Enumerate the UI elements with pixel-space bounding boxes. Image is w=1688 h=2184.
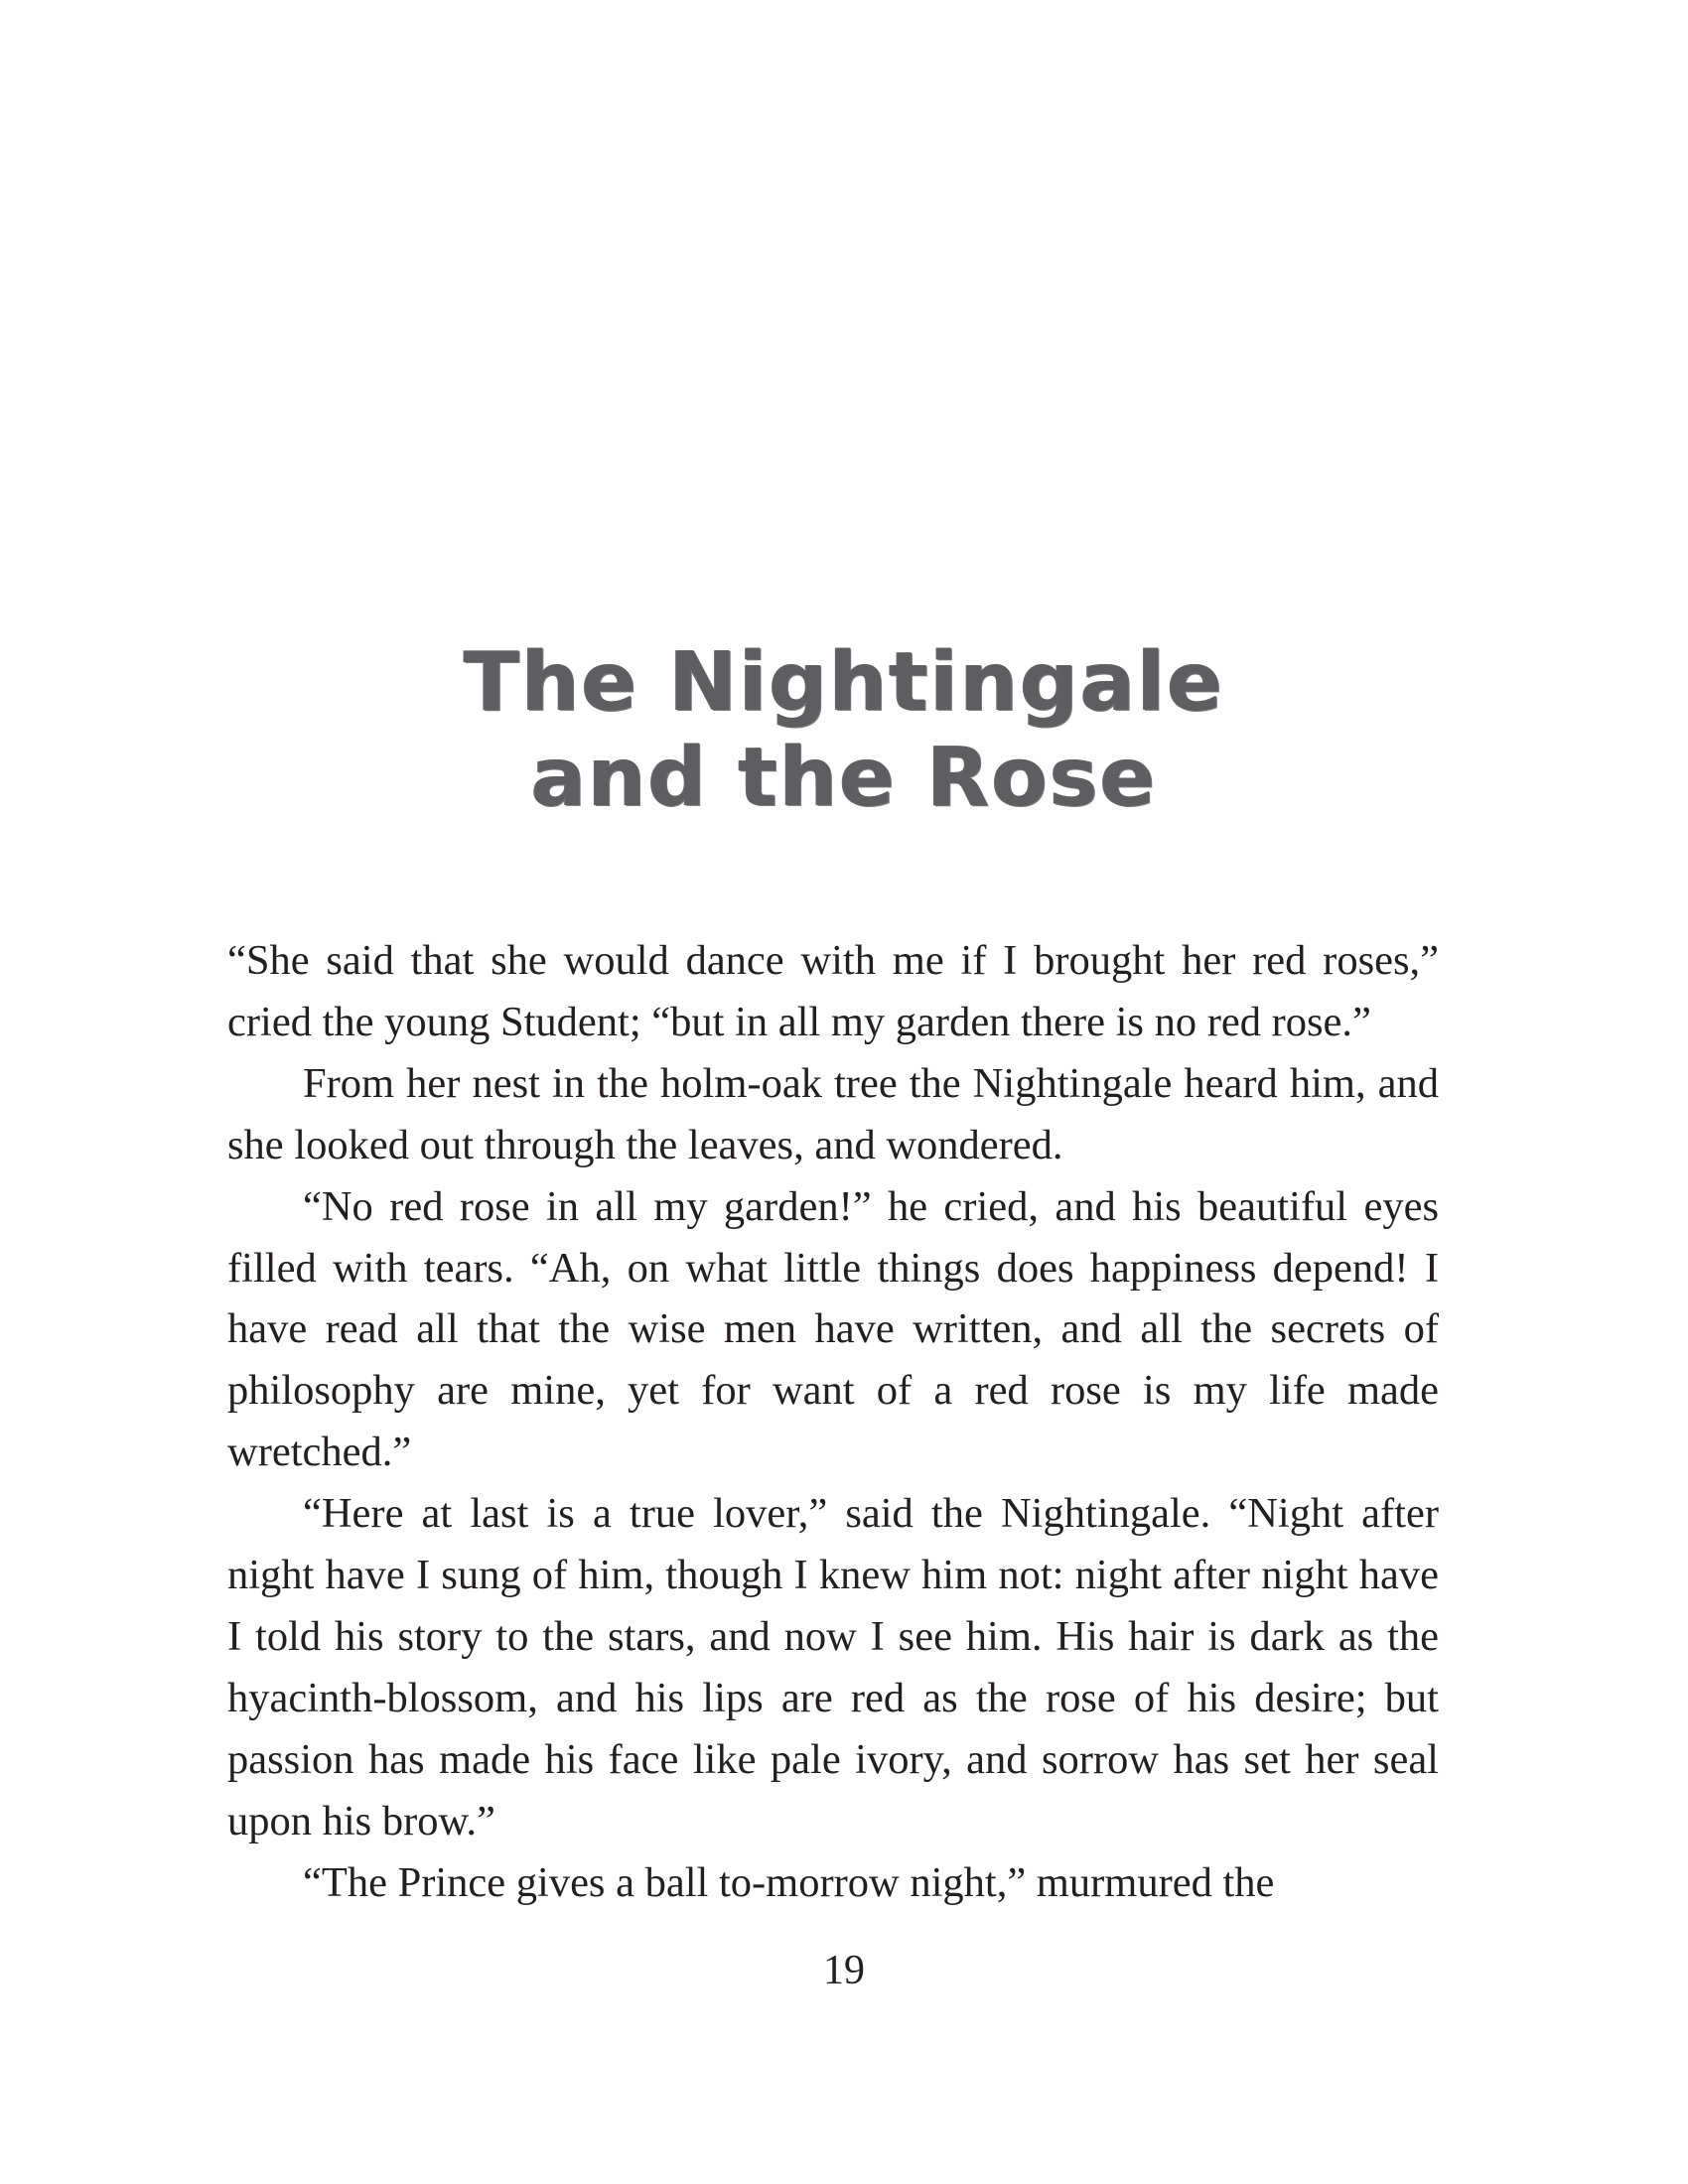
paragraph-3: “No red rose in all my garden!” he cried, and his beautiful eyes filled with tears. “Ah, on what little things does happiness depend! I have read all that the wise men have written, and all the secrets of philosophy are mine, yet for want of a red rose is my life made wretched.” (227, 1182, 1439, 1476)
body-text (227, 930, 1439, 1914)
chapter-title (228, 635, 1460, 826)
paragraph-4: “Here at last is a true lover,” said the Nightingale. “Night after night have I sung of him, though I knew him not: night after night have I told his story to the stars, and now I see him. His hair is dark as the hyacinth-blossom, and his lips are red as the rose of his desire; but passion has made his face like pale ivory, and sorrow has set her seal upon his brow.” (227, 1490, 1439, 1844)
paragraph-2: From her nest in the holm-oak tree the Nightingale heard him, and she looked out through the leaves, and wondered. (227, 1059, 1439, 1168)
page-number: 19 (823, 1948, 865, 1993)
chapter-title-line-2: and the Rose (530, 731, 1158, 825)
paragraph-5: “The Prince gives a ball to-morrow night,” murmured the (303, 1858, 1275, 1906)
chapter-title-line-1: The Nightingale (464, 635, 1224, 730)
paragraph-1: “She said that she would dance with me if I brought her red roses,” cried the young Student; “but in all my garden there is no red rose.” (227, 937, 1439, 1045)
